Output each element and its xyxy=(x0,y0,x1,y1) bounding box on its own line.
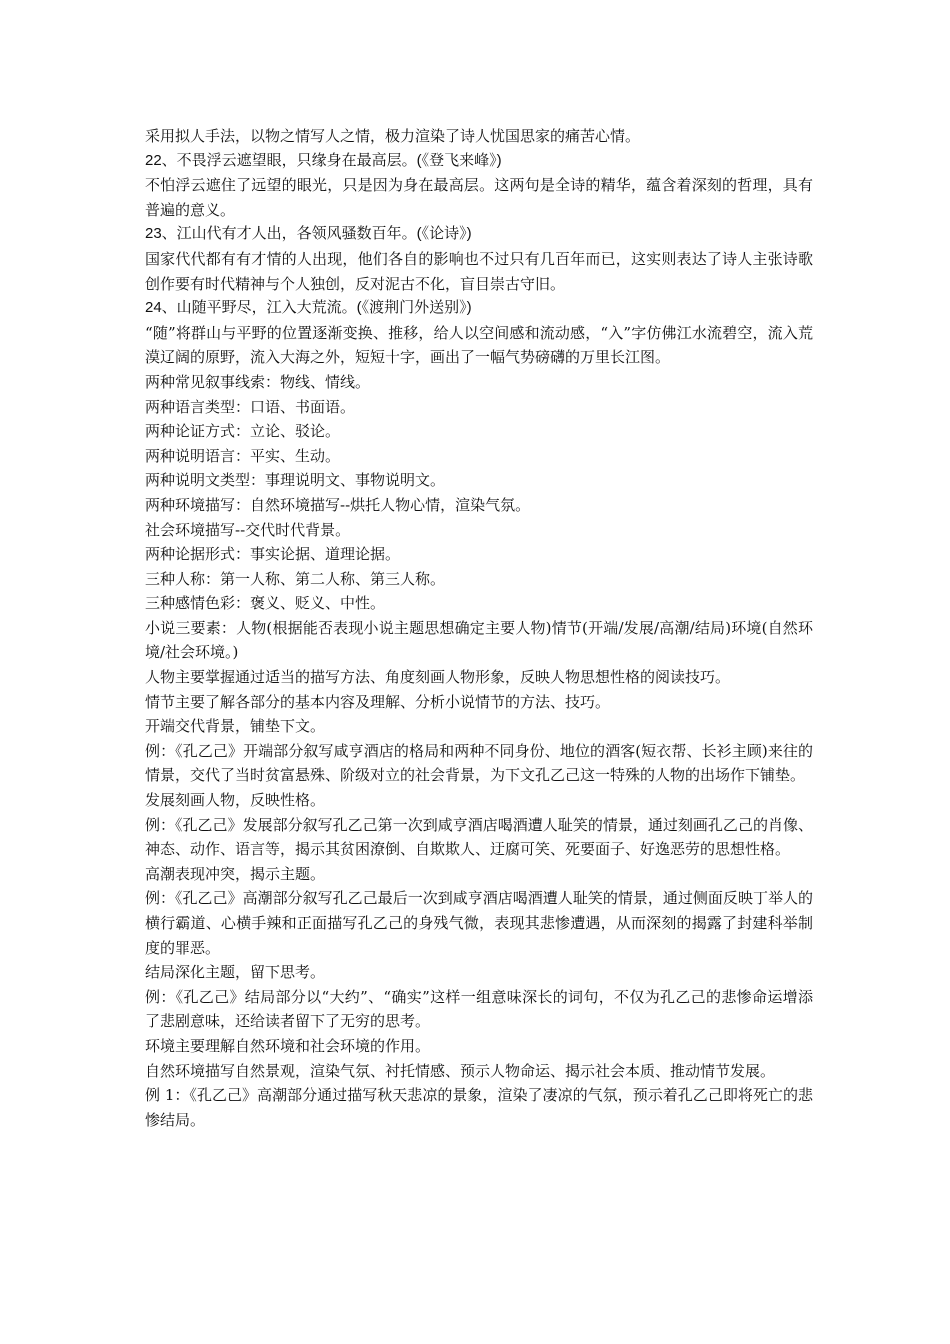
paragraph: “随”将群山与平野的位置逐渐变换、推移，给人以空间感和流动感，“入”字仿佛江水流碧空，流入荒漠辽阔的原野，流入大海之外，短短十字，画出了一幅气势磅礴的万里长江图。 xyxy=(145,323,813,367)
paragraph: 高潮表现冲突，揭示主题。 xyxy=(145,864,326,883)
paragraph: 例：《孔乙己》结局部分以“大约”、“确实”这样一组意味深长的词句，不仅为孔乙己的悲惨命运增添了悲剧意味，还给读者留下了无穷的思考。 xyxy=(145,987,813,1031)
paragraph: 社会环境描写--交代时代背景。 xyxy=(145,520,351,539)
paragraph: 三种感情色彩：褒义、贬义、中性。 xyxy=(145,594,386,613)
paragraph: 两种论证方式：立论、驳论。 xyxy=(145,422,341,441)
paragraph: 两种常见叙事线索：物线、情线。 xyxy=(145,372,371,391)
paragraph: 采用拟人手法，以物之情写人之情，极力渲染了诗人忧国思家的痛苦心情。 xyxy=(145,127,641,145)
poem-quote-heading: 23、江山代有才人出，各领风骚数百年。(《论诗》) xyxy=(145,225,472,243)
document-page xyxy=(145,124,813,1132)
paragraph: 小说三要素：人物(根据能否表现小说主题思想确定主要人物)情节(开端/发展/高潮/结局)环境(自然环境/社会环境。) xyxy=(145,618,813,662)
paragraph: 不怕浮云遮住了远望的眼光，只是因为身在最高层。这两句是全诗的精华，蕴含着深刻的哲理，具有普遍的意义。 xyxy=(145,176,813,219)
paragraph: 三种人称：第一人称、第二人称、第三人称。 xyxy=(145,569,446,588)
poem-quote-heading: 22、不畏浮云遮望眼，只缘身在最高层。(《登飞来峰》) xyxy=(145,151,502,169)
paragraph: 例：《孔乙己》发展部分叙写孔乙己第一次到咸亨酒店喝酒遭人耻笑的情景，通过刻画孔乙己的肖像、神态、动作、语言等，揭示其贫困潦倒、自欺欺人、迂腐可笑、死要面子、好逸恶劳的思想性格。 xyxy=(145,815,813,859)
paragraph: 两种环境描写：自然环境描写--烘托人物心情，渲染气氛。 xyxy=(145,495,531,514)
paragraph: 例：《孔乙己》高潮部分叙写孔乙己最后一次到咸亨酒店喝酒遭人耻笑的情景，通过侧面反映丁举人的横行霸道、心横手辣和正面描写孔乙己的身残气微，表现其悲惨遭遇，从而深刻的揭露了封建科举制度的罪恶。 xyxy=(145,889,813,957)
paragraph: 开端交代背景，铺垫下文。 xyxy=(145,717,326,736)
paragraph: 结局深化主题，留下思考。 xyxy=(145,963,326,982)
paragraph: 两种说明文类型：事理说明文、事物说明文。 xyxy=(145,471,446,490)
paragraph: 自然环境描写自然景观，渲染气氛、衬托情感、预示人物命运、揭示社会本质、推动情节发展。 xyxy=(145,1061,776,1080)
paragraph: 国家代代都有有才情的人出现，他们各自的影响也不过只有几百年而已，这实则表达了诗人主张诗歌创作要有时代精神与个人独创，反对泥古不化，盲目崇古守旧。 xyxy=(145,249,813,293)
paragraph: 人物主要掌握通过适当的描写方法、角度刻画人物形象，反映人物思想性格的阅读技巧。 xyxy=(145,668,731,687)
paragraph: 发展刻画人物，反映性格。 xyxy=(145,791,326,810)
paragraph: 两种说明语言：平实、生动。 xyxy=(145,446,341,465)
paragraph: 情节主要了解各部分的基本内容及理解、分析小说情节的方法、技巧。 xyxy=(145,692,611,711)
poem-quote-heading: 24、山随平野尽，江入大荒流。(《渡荆门外送别》) xyxy=(145,299,472,317)
paragraph: 两种语言类型：口语、书面语。 xyxy=(145,397,356,416)
paragraph: 两种论据形式：事实论据、道理论据。 xyxy=(145,545,401,564)
paragraph: 例 1：《孔乙己》高潮部分通过描写秋天悲凉的景象，渲染了凄凉的气氛，预示着孔乙己即将死亡的悲惨结局。 xyxy=(145,1086,813,1129)
paragraph: 例：《孔乙己》开端部分叙写咸亨酒店的格局和两种不同身份、地位的酒客(短衣帮、长衫主顾)来往的情景，交代了当时贫富悬殊、阶级对立的社会背景，为下文孔乙己这一特殊的人物的出场作下铺垫。 xyxy=(145,741,813,785)
paragraph: 环境主要理解自然环境和社会环境的作用。 xyxy=(145,1036,431,1055)
